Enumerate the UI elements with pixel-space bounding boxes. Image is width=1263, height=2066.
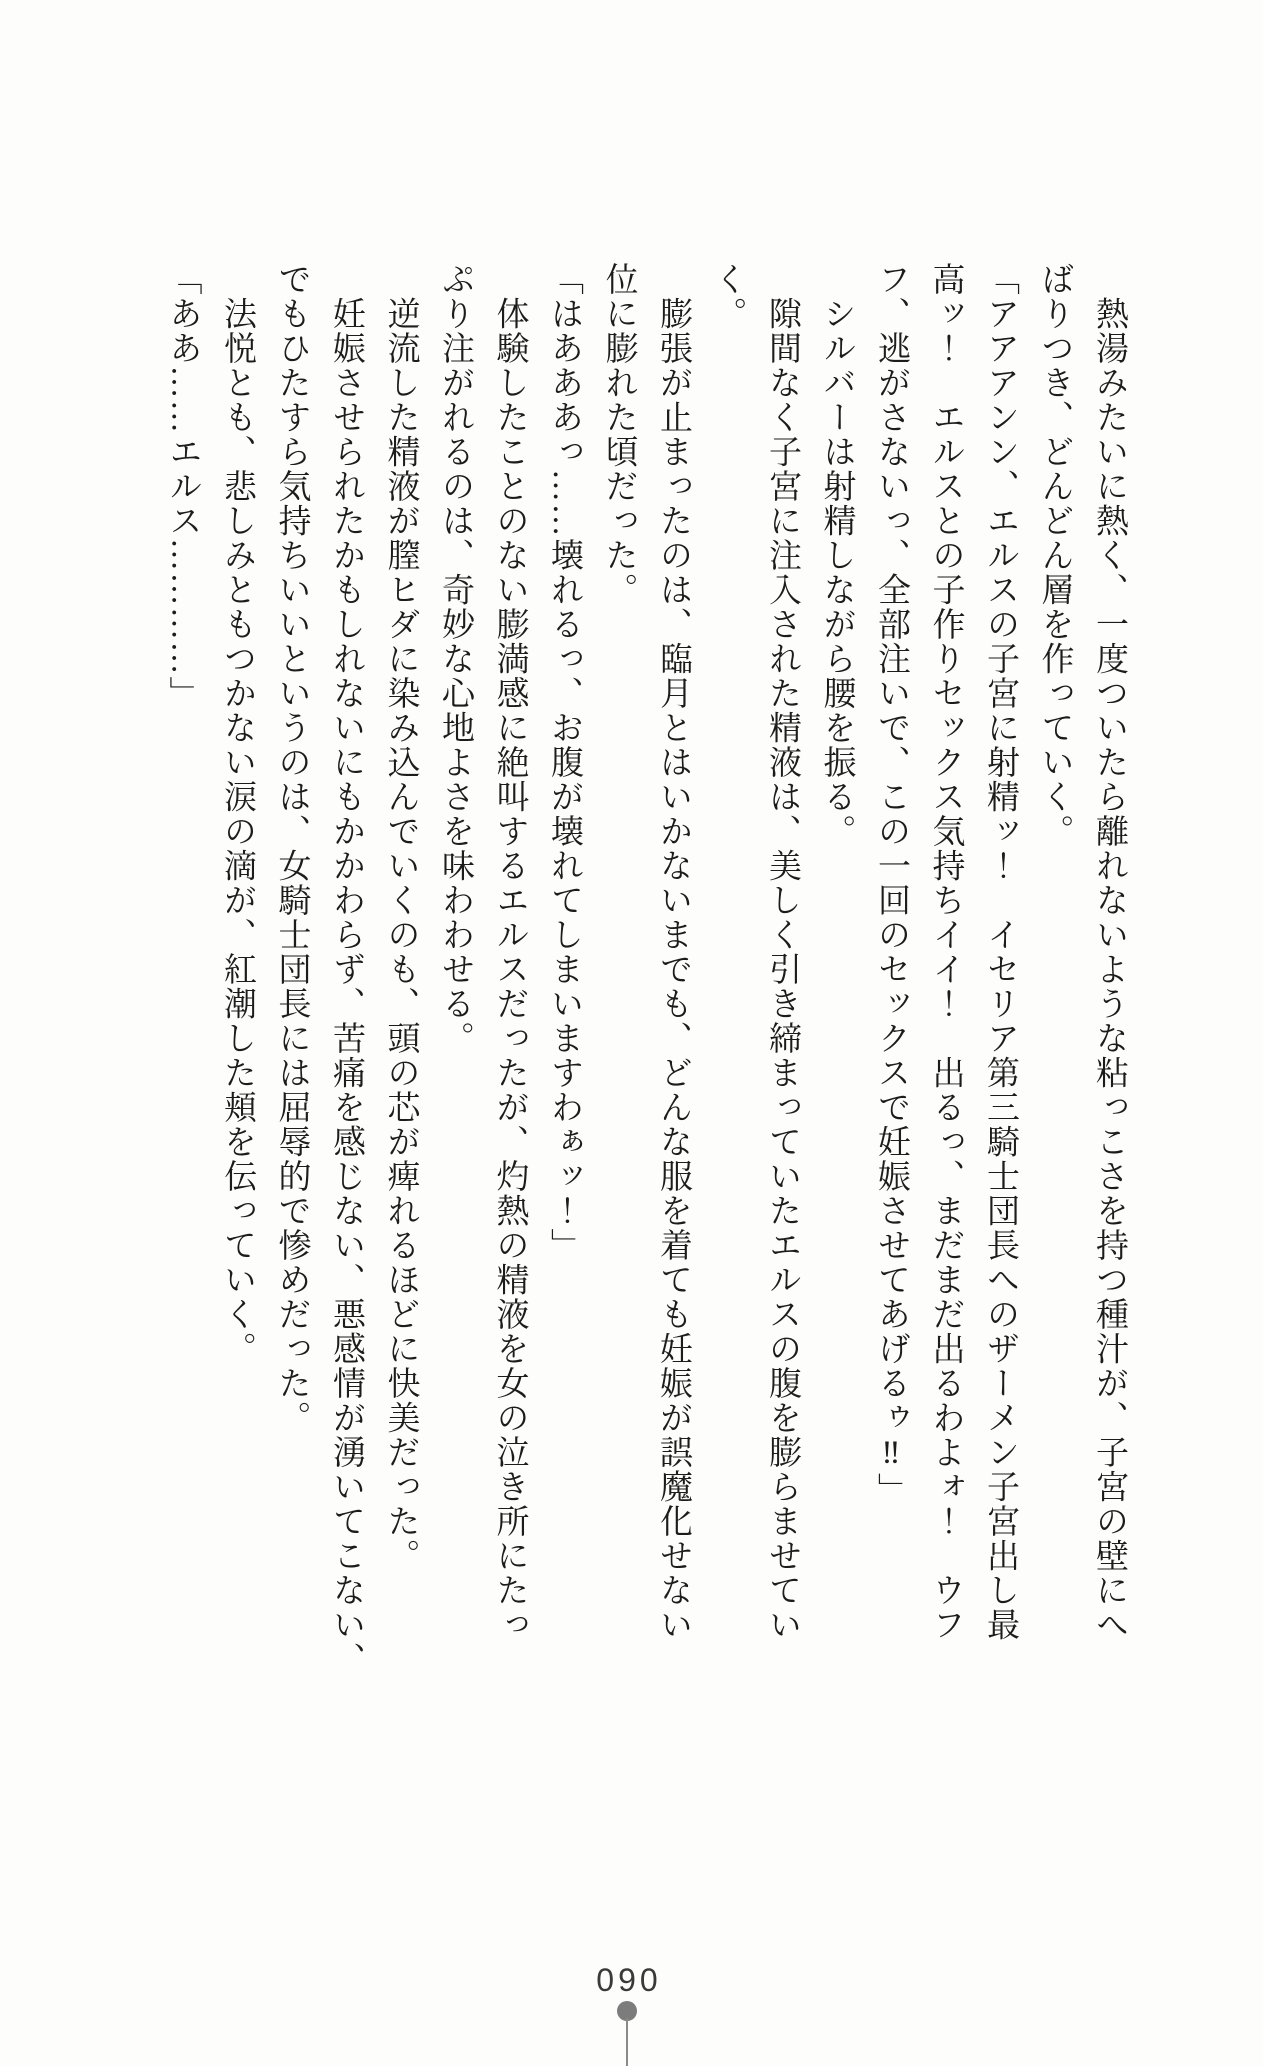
footer-ornament-dot-icon (617, 2001, 637, 2021)
text-column: 隙間なく子宮に注入された精液は、美しく引き締まっていたエルスの腹を膨らませてい (764, 262, 800, 1642)
vertical-text-block (155, 262, 1136, 1677)
text-column: シルバーは射精しながら腰を振る。 (818, 262, 855, 849)
text-column: フ、逃がさないっ、全部注いで、この一回のセックスで妊娠させてあげるゥ‼」 (873, 262, 909, 1507)
text-column: く。 (709, 262, 746, 331)
text-column: 「はあああっ……壊れるっ、お腹が壊れてしまいますわぁッ！」 (546, 262, 582, 1263)
footer-ornament-line (626, 2018, 628, 2066)
text-column: 妊娠させられたかもしれないにもかかわらず、苦痛を感じない、悪感情が湧いてこない、 (328, 262, 364, 1677)
text-column: 膨張が止まったのは、臨月とはいかないまでも、どんな服を着ても妊娠が誤魔化せない (655, 262, 691, 1642)
text-column: 「ああ……エルス…………」 (164, 262, 201, 711)
text-column: ぷり注がれるのは、奇妙な心地よさを味わわせる。 (437, 262, 473, 1056)
text-column: 体験したことのない膨満感に絶叫するエルスだったが、灼熱の精液を女の泣き所にたっ (491, 262, 528, 1642)
text-column: 熱湯みたいに熱く、一度ついたら離れないような粘っこさを持つ種汁が、子宮の壁にへ (1091, 262, 1127, 1642)
text-column: 法悦とも、悲しみともつかない涙の滴が、紅潮した頬を伝っていく。 (219, 262, 255, 1366)
text-column: でもひたすら気持ちいいというのは、女騎士団長には屈辱的で惨めだった。 (273, 262, 310, 1435)
text-column: 「アアアンン、エルスの子宮に射精ッ！ イセリア第三騎士団長へのザーメン子宮出し最 (982, 262, 1018, 1642)
text-column: 高ッ！ エルスとの子作りセックス気持ちイイ！ 出るっ、まだまだ出るわよォ！ ウフ (927, 262, 964, 1642)
text-column: ばりつき、どんどん層を作っていく。 (1036, 262, 1073, 849)
text-column: 逆流した精液が膣ヒダに染み込んでいくのも、頭の芯が痺れるほどに快美だった。 (382, 262, 419, 1573)
page-number: 090 (596, 1962, 662, 1998)
text-column: 位に膨れた頃だった。 (600, 262, 637, 607)
